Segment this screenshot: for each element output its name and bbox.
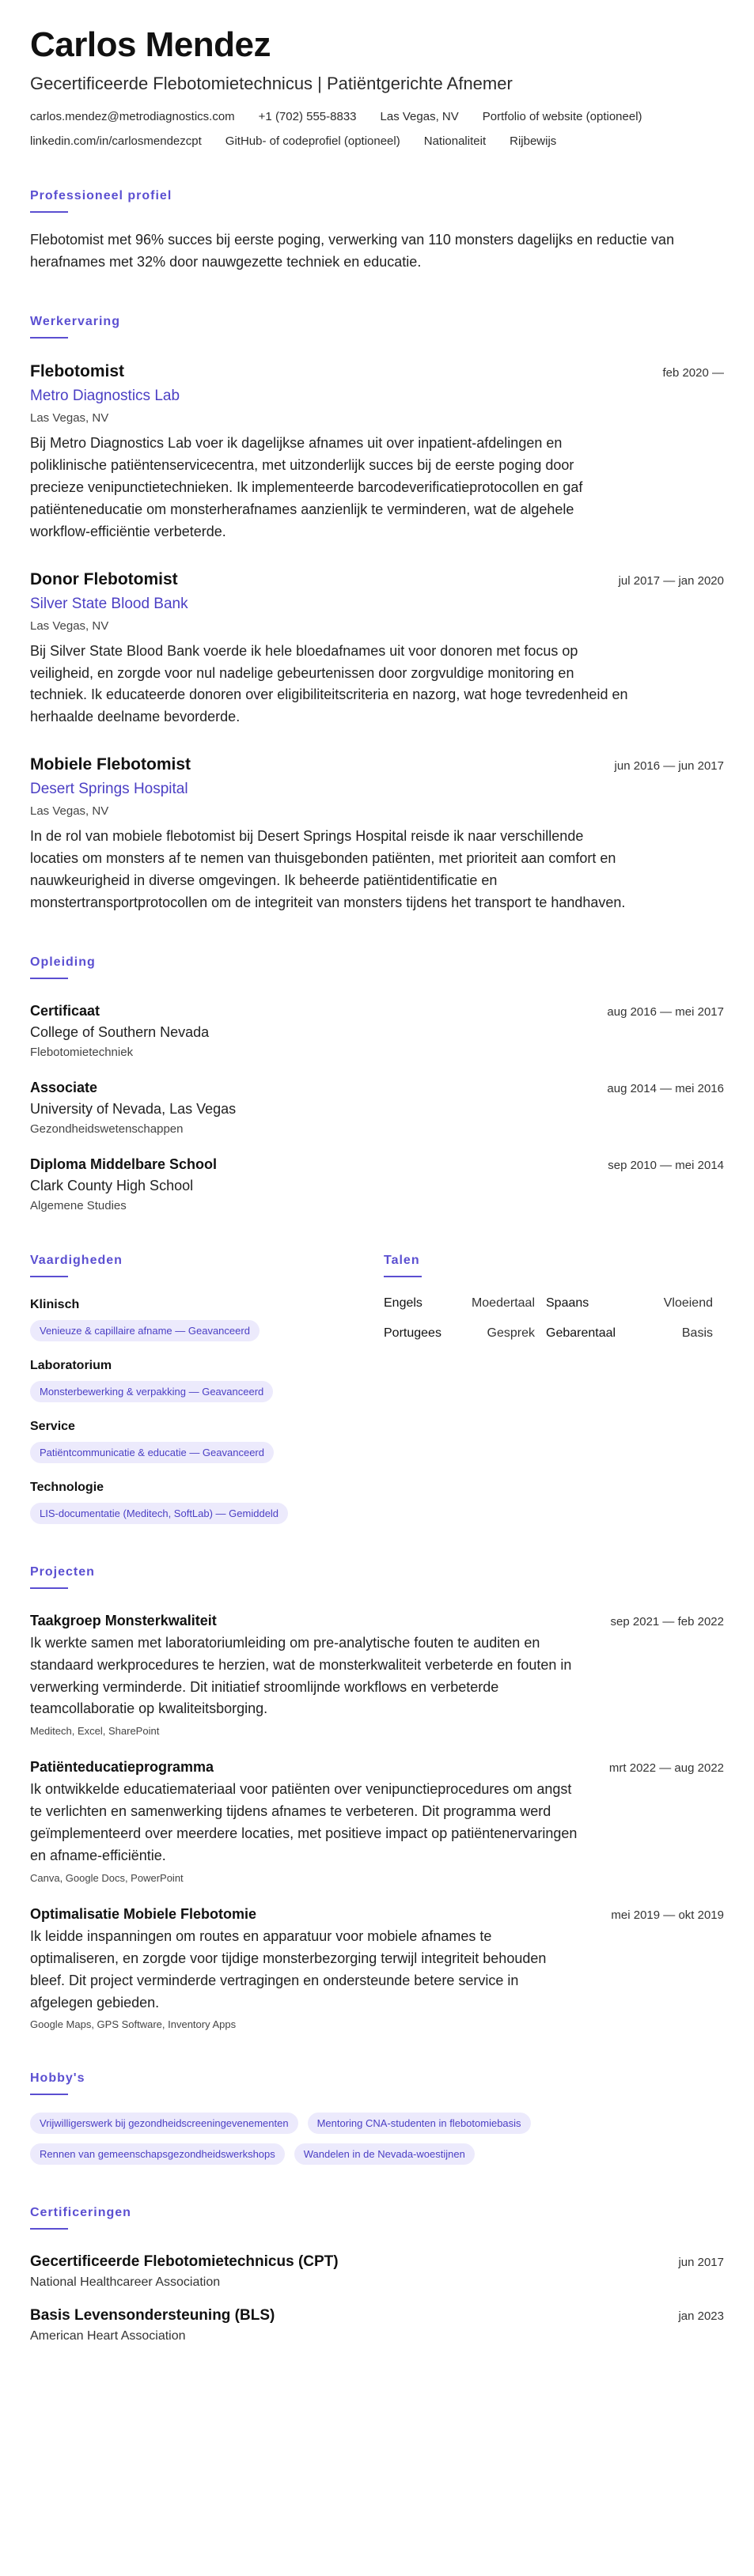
project-tools: Meditech, Excel, SharePoint	[30, 1725, 160, 1738]
skill-category: Laboratorium	[30, 1358, 112, 1372]
skill-chip: Patiëntcommunicatie & educatie — Geavanceerd	[30, 1442, 274, 1463]
project-description: Ik ontwikkelde educatiemateriaal voor patiënten over venipunctieprocedures om angst te verlichten en samenwerking tijdens afnames te verbeteren. Dit programma werd geïmplementeerd over meerdere locaties, met positieve impact op patiëntenervaringen en afname-efficiëntie.	[30, 1781, 578, 1863]
contact-github[interactable]: GitHub- of codeprofiel (optioneel)	[225, 134, 400, 148]
contact-drivers-license: Rijbewijs	[510, 134, 557, 148]
languages-section	[384, 1254, 724, 1524]
resume-header	[30, 25, 724, 148]
job-description: Bij Metro Diagnostics Lab voer ik dagelijkse afnames uit over inpatient-afdelingen en poliklinische patiëntenservicecentra, met uitzonderlijk succes bij de eerste poging door precieze venipunctietechnieken. Ik implementeerde barcodeverificatieprotocollen en gaf patiënteneducatie om monsterherafnames aanzienlijk te verminderen, wat de algehele workflow-efficiëntie verbeterde.	[30, 435, 583, 539]
skill-category: Technologie	[30, 1480, 104, 1494]
contact-linkedin[interactable]: linkedin.com/in/carlosmendezcpt	[30, 134, 202, 148]
education-entry	[30, 1156, 724, 1212]
section-title: Projecten	[30, 1564, 95, 1579]
education-field: Flebotomietechniek	[30, 1045, 134, 1059]
section-divider	[30, 2094, 68, 2095]
section-title: Professioneel profiel	[30, 188, 172, 202]
languages-grid	[384, 1296, 724, 1341]
experience-section	[30, 315, 724, 914]
education-school: College of Southern Nevada	[30, 1023, 210, 1040]
language-name: Engels	[384, 1296, 422, 1310]
project-tools: Google Maps, GPS Software, Inventory Apps	[30, 2018, 237, 2031]
education-degree: Diploma Middelbare School	[30, 1156, 218, 1172]
skill-chip: LIS-documentatie (Meditech, SoftLab) — Gemiddeld	[30, 1503, 288, 1524]
job-date: feb 2020 —	[662, 366, 724, 380]
project-description: Ik werkte samen met laboratoriumleiding om pre-analytische fouten te auditen en standaard werkprocedures te herzien, wat de monsterkwaliteit verbeterde en fouten in verwerking verminderde. Dit initiatief stroomlijnde workflows en verbeterde teamcollaboratie op kwaliteitsborging.	[30, 1634, 572, 1717]
language-name: Gebarentaal	[546, 1326, 616, 1340]
job-title: Flebotomist	[30, 362, 124, 381]
job-entry	[30, 570, 724, 729]
section-divider	[384, 1276, 422, 1277]
job-company: Desert Springs Hospital	[30, 781, 188, 798]
section-title: Certificeringen	[30, 2206, 131, 2220]
education-school: University of Nevada, Las Vegas	[30, 1100, 237, 1117]
project-description: Ik leidde inspanningen om routes en apparatuur voor mobiele afnames te optimaliseren, en zorgde voor tijdige monsterbezorging terwijl integriteit behouden bleef. Dit project verminderde vertragingen en ondersteunde betere service in afgelegen gebieden.	[30, 1927, 547, 2010]
candidate-headline: Gecertificeerde Flebotomietechnicus | Patiëntgerichte Afnemer	[30, 73, 513, 93]
certification-name: Basis Levensondersteuning (BLS)	[30, 2307, 275, 2324]
job-location: Las Vegas, NV	[30, 411, 109, 426]
education-degree: Certificaat	[30, 1002, 100, 1019]
certification-entry	[30, 2307, 724, 2343]
section-divider	[30, 1587, 68, 1589]
project-title: Patiënteducatieprogramma	[30, 1759, 214, 1776]
skills-section	[30, 1254, 384, 1524]
skill-chip: Monsterbewerking & verpakking — Geavanceerd	[30, 1381, 273, 1402]
section-title: Vaardigheden	[30, 1253, 123, 1267]
job-location: Las Vegas, NV	[30, 804, 109, 819]
job-description: In de rol van mobiele flebotomist bij Desert Springs Hospital reisde ik naar verschillende locaties om monsters af te nemen van thuisgebonden patiënten, met prioriteit aan comfort en nauwkeurigheid in diverse omgevingen. Ik beheerde patiëntidentificatie en monstertransportprotocollen om de integriteit van monsters tijdens het transport te handhaven.	[30, 828, 626, 910]
job-date: jul 2017 — jan 2020	[618, 573, 724, 588]
project-title: Optimalisatie Mobiele Flebotomie	[30, 1905, 257, 1922]
summary-text: Flebotomist met 96% succes bij eerste poging, verwerking van 110 monsters dagelijks en reductie van herafnames met 32% door nauwgezette techniek en educatie.	[30, 231, 675, 270]
certification-name: Gecertificeerde Flebotomietechnicus (CPT)	[30, 2253, 339, 2271]
contact-nationality: Nationaliteit	[423, 134, 487, 148]
hobby-chip: Wandelen in de Nevada-woestijnen	[294, 2143, 475, 2165]
job-entry	[30, 755, 724, 914]
section-title: Hobby's	[30, 2071, 85, 2086]
hobby-chip: Rennen van gemeenschapsgezondheidswerkshops	[30, 2143, 285, 2165]
project-date: sep 2021 — feb 2022	[610, 1614, 724, 1628]
contact-location: Las Vegas, NV	[380, 109, 459, 123]
language-name: Spaans	[546, 1296, 589, 1310]
language-level: Basis	[681, 1326, 713, 1340]
projects-section	[30, 1565, 724, 2031]
contact-portfolio[interactable]: Portfolio of website (optioneel)	[482, 109, 642, 123]
candidate-name: Carlos Mendez	[30, 25, 271, 64]
job-company: Silver State Blood Bank	[30, 595, 188, 612]
job-title: Donor Flebotomist	[30, 569, 178, 588]
section-divider	[30, 211, 68, 213]
section-title: Werkervaring	[30, 315, 120, 329]
project-tools: Canva, Google Docs, PowerPoint	[30, 1871, 184, 1884]
section-title: Talen	[384, 1253, 420, 1267]
section-title: Opleiding	[30, 955, 96, 969]
contact-list	[30, 110, 724, 148]
skill-group	[30, 1481, 384, 1524]
hobby-chip: Vrijwilligerswerk bij gezondheidscreeningevenementen	[30, 2113, 298, 2134]
project-entry	[30, 1613, 724, 1738]
project-entry	[30, 1906, 724, 2031]
project-entry	[30, 1759, 724, 1884]
project-title: Taakgroep Monsterkwaliteit	[30, 1612, 217, 1628]
education-date: aug 2016 — mei 2017	[607, 1004, 724, 1019]
certification-date: jun 2017	[678, 2256, 724, 2270]
certification-entry	[30, 2253, 724, 2290]
skill-group	[30, 1359, 384, 1402]
project-date: mrt 2022 — aug 2022	[608, 1761, 724, 1776]
hobby-list	[30, 2113, 710, 2165]
hobby-chip: Mentoring CNA-studenten in flebotomiebasis	[308, 2113, 531, 2134]
education-entry	[30, 1080, 724, 1136]
job-entry	[30, 362, 724, 543]
certifications-section	[30, 2206, 724, 2343]
contact-phone[interactable]: +1 (702) 555-8833	[258, 109, 357, 123]
skill-group	[30, 1298, 384, 1341]
certification-issuer: National Healthcareer Association	[30, 2275, 221, 2290]
project-date: mei 2019 — okt 2019	[611, 1908, 724, 1922]
hobbies-section	[30, 2071, 724, 2165]
skill-group	[30, 1420, 384, 1463]
contact-email[interactable]: carlos.mendez@metrodiagnostics.com	[30, 109, 235, 123]
job-description: Bij Silver State Blood Bank voerde ik hele bloedafnames uit voor donoren met focus op veiligheid, en zorgde voor nul nadelige gebeurtenissen door zorgvuldige monitoring en techniek. Ik educateerde donoren over eligibiliteitscriteria en nazorg, wat hoge tevredenheid en herhaalde deelname bevorderde.	[30, 642, 628, 725]
skill-chip: Venieuze & capillaire afname — Geavanceerd	[30, 1320, 260, 1341]
job-date: jun 2016 — jun 2017	[614, 759, 724, 774]
skills-languages-row	[30, 1254, 724, 1524]
certification-date: jan 2023	[678, 2309, 724, 2324]
job-location: Las Vegas, NV	[30, 618, 109, 633]
job-title: Mobiele Flebotomist	[30, 755, 191, 774]
section-divider	[30, 2228, 68, 2230]
skill-category: Klinisch	[30, 1297, 80, 1311]
certification-issuer: American Heart Association	[30, 2329, 186, 2343]
skill-category: Service	[30, 1419, 75, 1433]
summary-section	[30, 189, 724, 274]
language-level: Vloeiend	[663, 1296, 713, 1310]
language-level: Gesprek	[487, 1326, 535, 1340]
section-divider	[30, 1276, 68, 1277]
education-date: aug 2014 — mei 2016	[607, 1081, 724, 1095]
language-name: Portugees	[384, 1326, 441, 1340]
section-divider	[30, 978, 68, 979]
education-field: Algemene Studies	[30, 1198, 127, 1212]
job-company: Metro Diagnostics Lab	[30, 388, 180, 405]
section-divider	[30, 337, 68, 339]
education-school: Clark County High School	[30, 1177, 194, 1193]
language-level: Moedertaal	[471, 1296, 535, 1310]
education-section	[30, 955, 724, 1212]
education-degree: Associate	[30, 1079, 98, 1095]
education-entry	[30, 1003, 724, 1059]
education-date: sep 2010 — mei 2014	[608, 1158, 724, 1172]
education-field: Gezondheidswetenschappen	[30, 1122, 184, 1136]
